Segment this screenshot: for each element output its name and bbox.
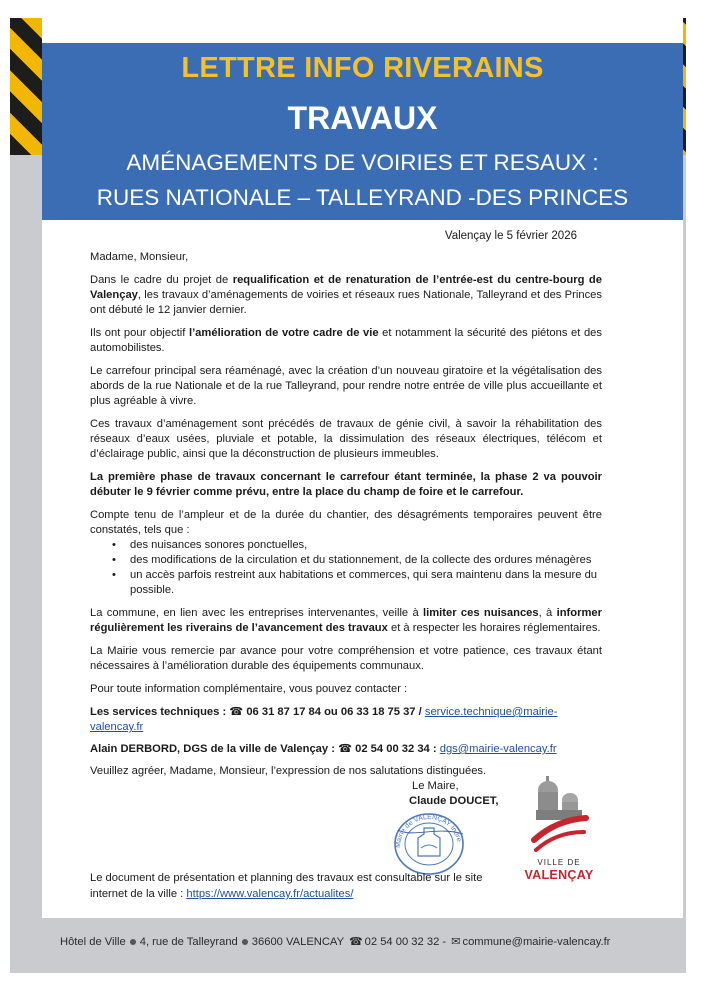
banner-line-2: RUES NATIONALE – TALLEYRAND -DES PRINCES xyxy=(96,185,629,210)
paragraph-2: Ils ont pour objectif l’amélioration de votre cadre de vie et notamment la sécurité des piétons et des automobilistes. xyxy=(90,327,602,354)
email-link-services[interactable]: service.technique@mairie-valencay.fr xyxy=(90,706,558,733)
paragraph-8: La Mairie vous remercie par avance pour votre compréhension et votre patience, ces travaux étant nécessaires à l’amélioration durable des équipements communaux. xyxy=(90,645,602,672)
bullet-dot xyxy=(130,939,136,945)
paragraph-7: La commune, en lien avec les entreprises intervenantes, veille à limiter ces nuisances, à informer régulièrement les riverains de l’avancement des travaux et à respecter les horaires réglementaires. xyxy=(90,607,602,634)
paragraph-4: Ces travaux d’aménagement sont précédés de travaux de génie civil, à savoir la réhabilitation des réseaux d’eaux usées, pluviale et potable, la dissimulation des réseaux électriques, télécom et d’éclairage public, ainsi que la déconstruction de plusieurs immeubles. xyxy=(90,418,602,460)
letter-date: Valençay le 5 février 2026 xyxy=(444,230,577,242)
contact-dgs: Alain DERBORD, DGS de la ville de Valençay : ☎ 02 54 00 32 34 : dgs@mairie-valencay.fr xyxy=(90,743,557,755)
banner-subtitle: TRAVAUX xyxy=(287,100,438,136)
logo-ville-de: VILLE DE xyxy=(537,858,581,867)
paragraph-6: Compte tenu de l’ampleur et de la durée du chantier, des désagréments temporaires peuvent être constatés, tels que : xyxy=(90,509,602,536)
footer-address: Hôtel de Ville 4, rue de Talleyrand 36600 VALENCAY ☎ 02 54 00 32 32 - ✉ commune@mairie-valencay.fr xyxy=(60,936,611,948)
presentation-note: Le document de présentation et planning des travaux est consultable sur le site internet de la ville : https://www.valencay.fr/actualites/ xyxy=(90,872,483,900)
letter-body xyxy=(90,250,602,787)
website-link[interactable]: https://www.valencay.fr/actualites/ xyxy=(186,888,354,900)
contact-services-techniques: Les services techniques : ☎ 06 31 87 17 84 ou 06 33 18 75 37 / service.technique@mairie-valencay.fr xyxy=(90,706,558,733)
nuisance-list xyxy=(90,538,602,598)
bullet-dot xyxy=(242,939,248,945)
stamp-text: Mairie de VALENÇAY Indre xyxy=(394,813,463,849)
phone-icon: ☎ xyxy=(348,936,363,948)
signature-block xyxy=(409,779,499,809)
footer-email[interactable]: commune@mairie-valencay.fr xyxy=(462,936,611,948)
paragraph-5: La première phase de travaux concernant le carrefour étant terminée, la phase 2 va pouvoir débuter le 9 février comme prévu, entre la place du champ de foire et le carrefour. xyxy=(90,471,602,498)
signature-role: Le Maire, xyxy=(412,780,459,792)
list-item: • un accès parfois restreint aux habitations et commerces, qui sera maintenu dans la mesure du possible. xyxy=(90,568,602,598)
email-link-dgs[interactable]: dgs@mairie-valencay.fr xyxy=(439,743,557,755)
signature-name: Claude DOUCET, xyxy=(409,795,499,807)
closing-formula: Veuillez agréer, Madame, Monsieur, l’expression de nos salutations distinguées. xyxy=(90,765,487,777)
banner-title: LETTRE INFO RIVERAINS xyxy=(181,52,544,84)
paragraph-9: Pour toute information complémentaire, vous pouvez contacter : xyxy=(90,683,408,695)
list-item: • des nuisances sonores ponctuelles, xyxy=(90,538,602,553)
chateau-icon xyxy=(526,770,592,856)
mairie-stamp xyxy=(388,808,470,876)
logo-valencay: VALENÇAY xyxy=(524,868,594,882)
paragraph-3: Le carrefour principal sera réaménagé, avec la création d’un nouveau giratoire et la végétalisation des abords de la rue Nationale et de la rue Talleyrand, pour rendre notre entrée de ville plus accueillante et plus agréable à vivre. xyxy=(90,365,602,407)
banner-line-1: AMÉNAGEMENTS DE VOIRIES ET RESAUX : xyxy=(126,150,599,175)
footer xyxy=(10,918,686,973)
paragraph-1: Dans le cadre du projet de requalification et de renaturation de l’entrée-est du centre-bourg de Valençay, les travaux d’aménagements de voiries et réseaux rues Nationale, Talleyrand et des Princes ont débuté le 12 janvier dernier. xyxy=(90,274,602,316)
mail-icon: ✉ xyxy=(451,936,461,948)
list-item: • des modifications de la circulation et du stationnement, de la collecte des ordures ménagères xyxy=(90,553,602,568)
salutation: Madame, Monsieur, xyxy=(90,251,189,263)
valencay-logo xyxy=(526,770,592,890)
header-banner xyxy=(42,43,683,220)
